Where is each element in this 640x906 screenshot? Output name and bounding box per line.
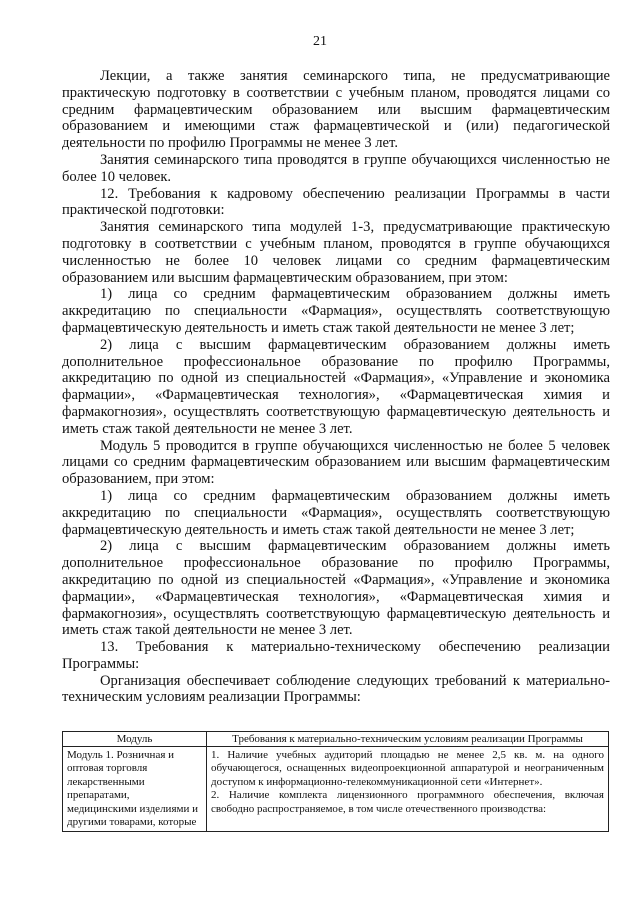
paragraph-modules-1-3: Занятия семинарского типа модулей 1-3, предусматривающие практическую подготовку в соответствии с учебным планом, проводятся в группе обучающихся численностью не более 10 человек лицами со средним фармацевтическим образованием или высшим фармацевтическим образованием, при этом:: [62, 219, 610, 286]
paragraph-organization: Организация обеспечивает соблюдение следующих требований к материально-техническим условиям реализации Программы:: [62, 672, 610, 706]
paragraph-section-13: 13. Требования к материально-техническому обеспечению реализации Программы:: [62, 639, 610, 672]
paragraph-item-2-higher: 2) лица с высшим фармацевтическим образованием должны иметь дополнительное профессиональное образование по профилю Программы, аккредитацию по одной из специальностей «Фармация», «Управление и экономика фармации», «Фармацевтическая технология», «Фармацевтическая химия и фармакогнозия», осуществлять соответствующую фармацевтическую деятельность и иметь стаж такой деятельности не менее 3 лет.: [62, 336, 610, 437]
requirement-item-2: 2. Наличие комплекта лицензионного программного обеспечения, включая свободно распространяемое, в том числе отечественного производства:: [211, 789, 604, 815]
header-module: Модуль: [63, 732, 207, 747]
document-body: [62, 68, 610, 706]
page-number: 21: [313, 34, 327, 49]
cell-module: Модуль 1. Розничная и оптовая торговля лекарственными препаратами, медицинскими изделиями и другими товарами, которые: [63, 747, 207, 832]
paragraph-module-5: Модуль 5 проводится в группе обучающихся численностью не более 5 человек лицами со средним фармацевтическим образованием или высшим фармацевтическим образованием, при этом:: [62, 437, 610, 488]
requirement-item-1: 1. Наличие учебных аудиторий площадью не менее 2,5 кв. м. на одного обучающегося, оснащенных видеопроекционной аппаратурой и неограниченным доступом к информационно-телекоммуникационной сети «Интернет».: [211, 749, 604, 788]
paragraph-lectures: Лекции, а также занятия семинарского типа, не предусматривающие практическую подготовку в соответствии с учебным планом, проводятся лицами со средним фармацевтическим образованием или высшим фармацевтическим образованием и имеющими стаж фармацевтической и (или) педагогической деятельности по профилю Программы не менее 3 лет.: [62, 68, 610, 152]
cell-requirements: [207, 747, 609, 832]
paragraph-seminar-group-size: Занятия семинарского типа проводятся в группе обучающихся численностью не более 10 человек.: [62, 151, 610, 185]
table-header-row: [63, 732, 609, 747]
paragraph-item-1-secondary: 1) лица со средним фармацевтическим образованием должны иметь аккредитацию по специальности «Фармация», осуществлять соответствующую фармацевтическую деятельность и иметь стаж такой деятельности не менее 3 лет;: [62, 286, 610, 336]
paragraph-section-12: 12. Требования к кадровому обеспечению реализации Программы в части практической подготовки:: [62, 185, 610, 219]
table-row: [63, 747, 609, 832]
requirements-table: [62, 731, 609, 832]
paragraph-module-5-item-2: 2) лица с высшим фармацевтическим образованием должны иметь дополнительное профессиональное образование по профилю Программы, аккредитацию по одной из специальностей «Фармация», «Управление и экономика фармации», «Фармацевтическая технология», «Фармацевтическая химия и фармакогнозия», осуществлять соответствующую фармацевтическую деятельность и иметь стаж такой деятельности не менее 3 лет.: [62, 538, 610, 639]
header-requirements: Требования к материально-техническим условиям реализации Программы: [207, 732, 609, 747]
requirements-table-wrapper: [62, 731, 608, 832]
paragraph-module-5-item-1: 1) лица со средним фармацевтическим образованием должны иметь аккредитацию по специальности «Фармация», осуществлять соответствующую фармацевтическую деятельность и иметь стаж такой деятельности не менее 3 лет;: [62, 487, 610, 538]
